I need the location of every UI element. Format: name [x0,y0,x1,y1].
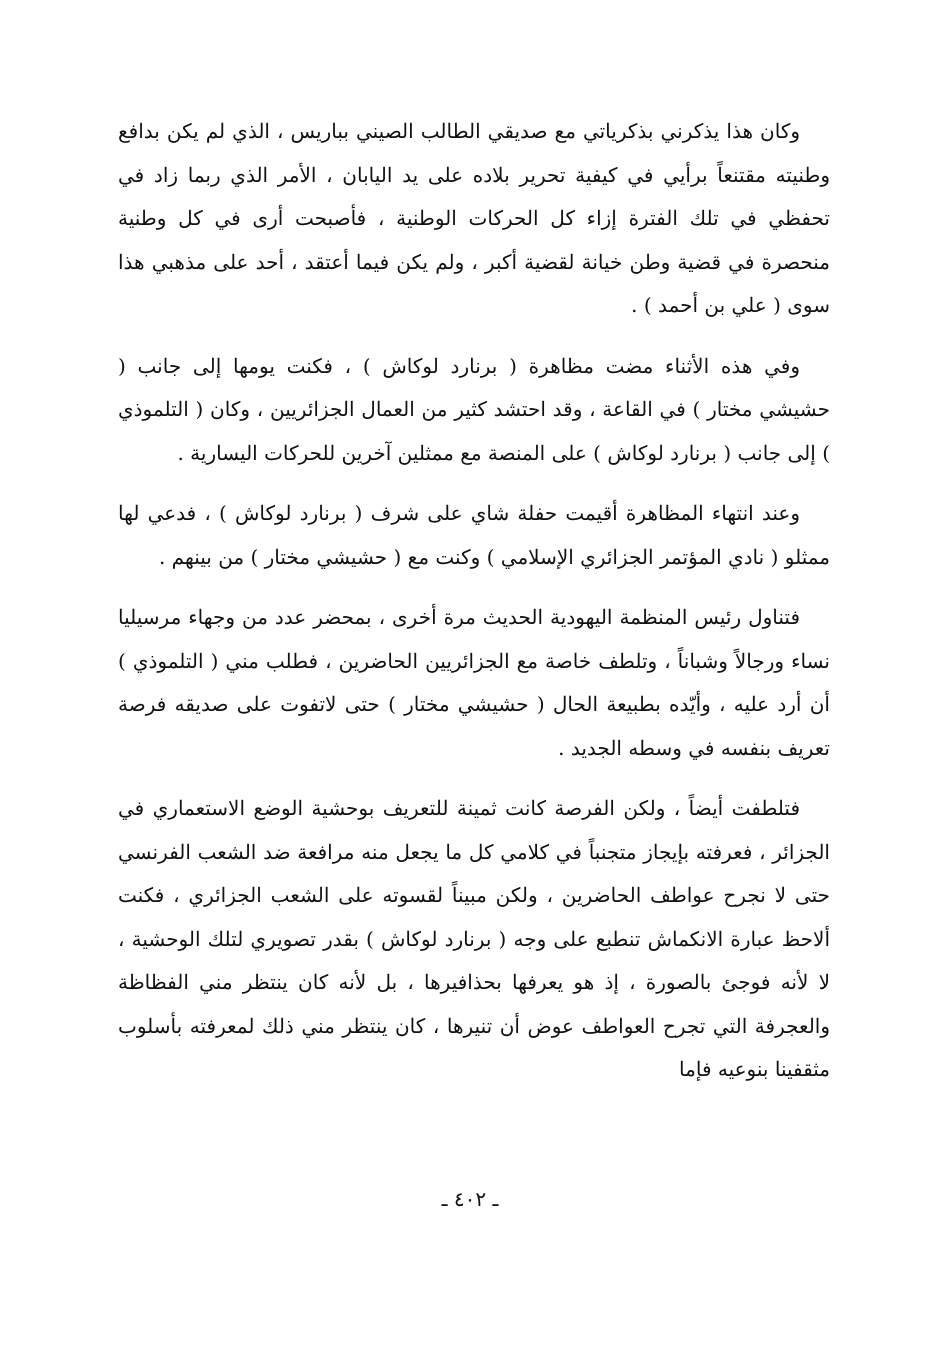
page-number: ـ ٤٠٢ ـ [441,1187,499,1211]
paragraph-5: فتلطفت أيضاً ، ولكن الفرصة كانت ثمينة للتعريف بوحشية الوضع الاستعماري في الجزائر ، فعرفته بإيجاز متجنباً في كلامي كل ما يجعل منه مرافعة ضد الشعب الفرنسي حتى لا نجرح عواطف الحاضرين ، ولكن مبيناً لقسوته على الشعب الجزائري ، فكنت ألاحظ عبارة الانكماش تنطبع على وجه ( برنارد لوكاش ) بقدر تصويري لتلك الوحشية ، لا لأنه فوجئ بالصورة ، إذ هو يعرفها بحذافيرها ، بل لأنه كان ينتظر مني الفظاظة والعجرفة التي تجرح العواطف عوض أن تنيرها ، كان ينتظر مني ذلك لمعرفته بأسلوب مثقفينا بنوعيه فإما [118,796,830,1081]
paragraph-3: وعند انتهاء المظاهرة أقيمت حفلة شاي على شرف ( برنارد لوكاش ) ، فدعي لها ممثلو ( نادي المؤتمر الجزائري الإسلامي ) وكنت مع ( حشيشي مختار ) من بينهم . [118,501,830,569]
paragraph-1: وكان هذا يذكرني بذكرياتي مع صديقي الطالب الصيني بباريس ، الذي لم يكن بدافع وطنيته مقتنعاً برأيي في كيفية تحرير بلاده على يد اليابان ، الأمر الذي ربما زاد في تحفظي في تلك الفترة إزاء كل الحركات الوطنية ، فأصبحت أرى في كل وطنية منحصرة في قضية وطن خيانة لقضية أكبر ، ولم يكن فيما أعتقد ، أحد على مذهبي هذا سوى ( علي بن أحمد ) . [118,119,830,317]
page-body [118,110,830,1109]
paragraph-4: فتناول رئيس المنظمة اليهودية الحديث مرة أخرى ، بمحضر عدد من وجهاء مرسيليا نساء ورجالاً وشباناً ، وتلطف خاصة مع الجزائريين الحاضرين ، فطلب مني ( التلموذي ) أن أرد عليه ، وأيّده بطبيعة الحال ( حشيشي مختار ) حتى لاتفوت على صديقه فرصة تعريف بنفسه في وسطه الجديد . [118,605,830,760]
paragraph-2: وفي هذه الأثناء مضت مظاهرة ( برنارد لوكاش ) ، فكنت يومها إلى جانب ( حشيشي مختار ) في القاعة ، وقد احتشد كثير من العمال الجزائريين ، وكان ( التلموذي ) إلى جانب ( برنارد لوكاش ) على المنصة مع ممثلين آخرين للحركات اليسارية . [118,353,830,465]
